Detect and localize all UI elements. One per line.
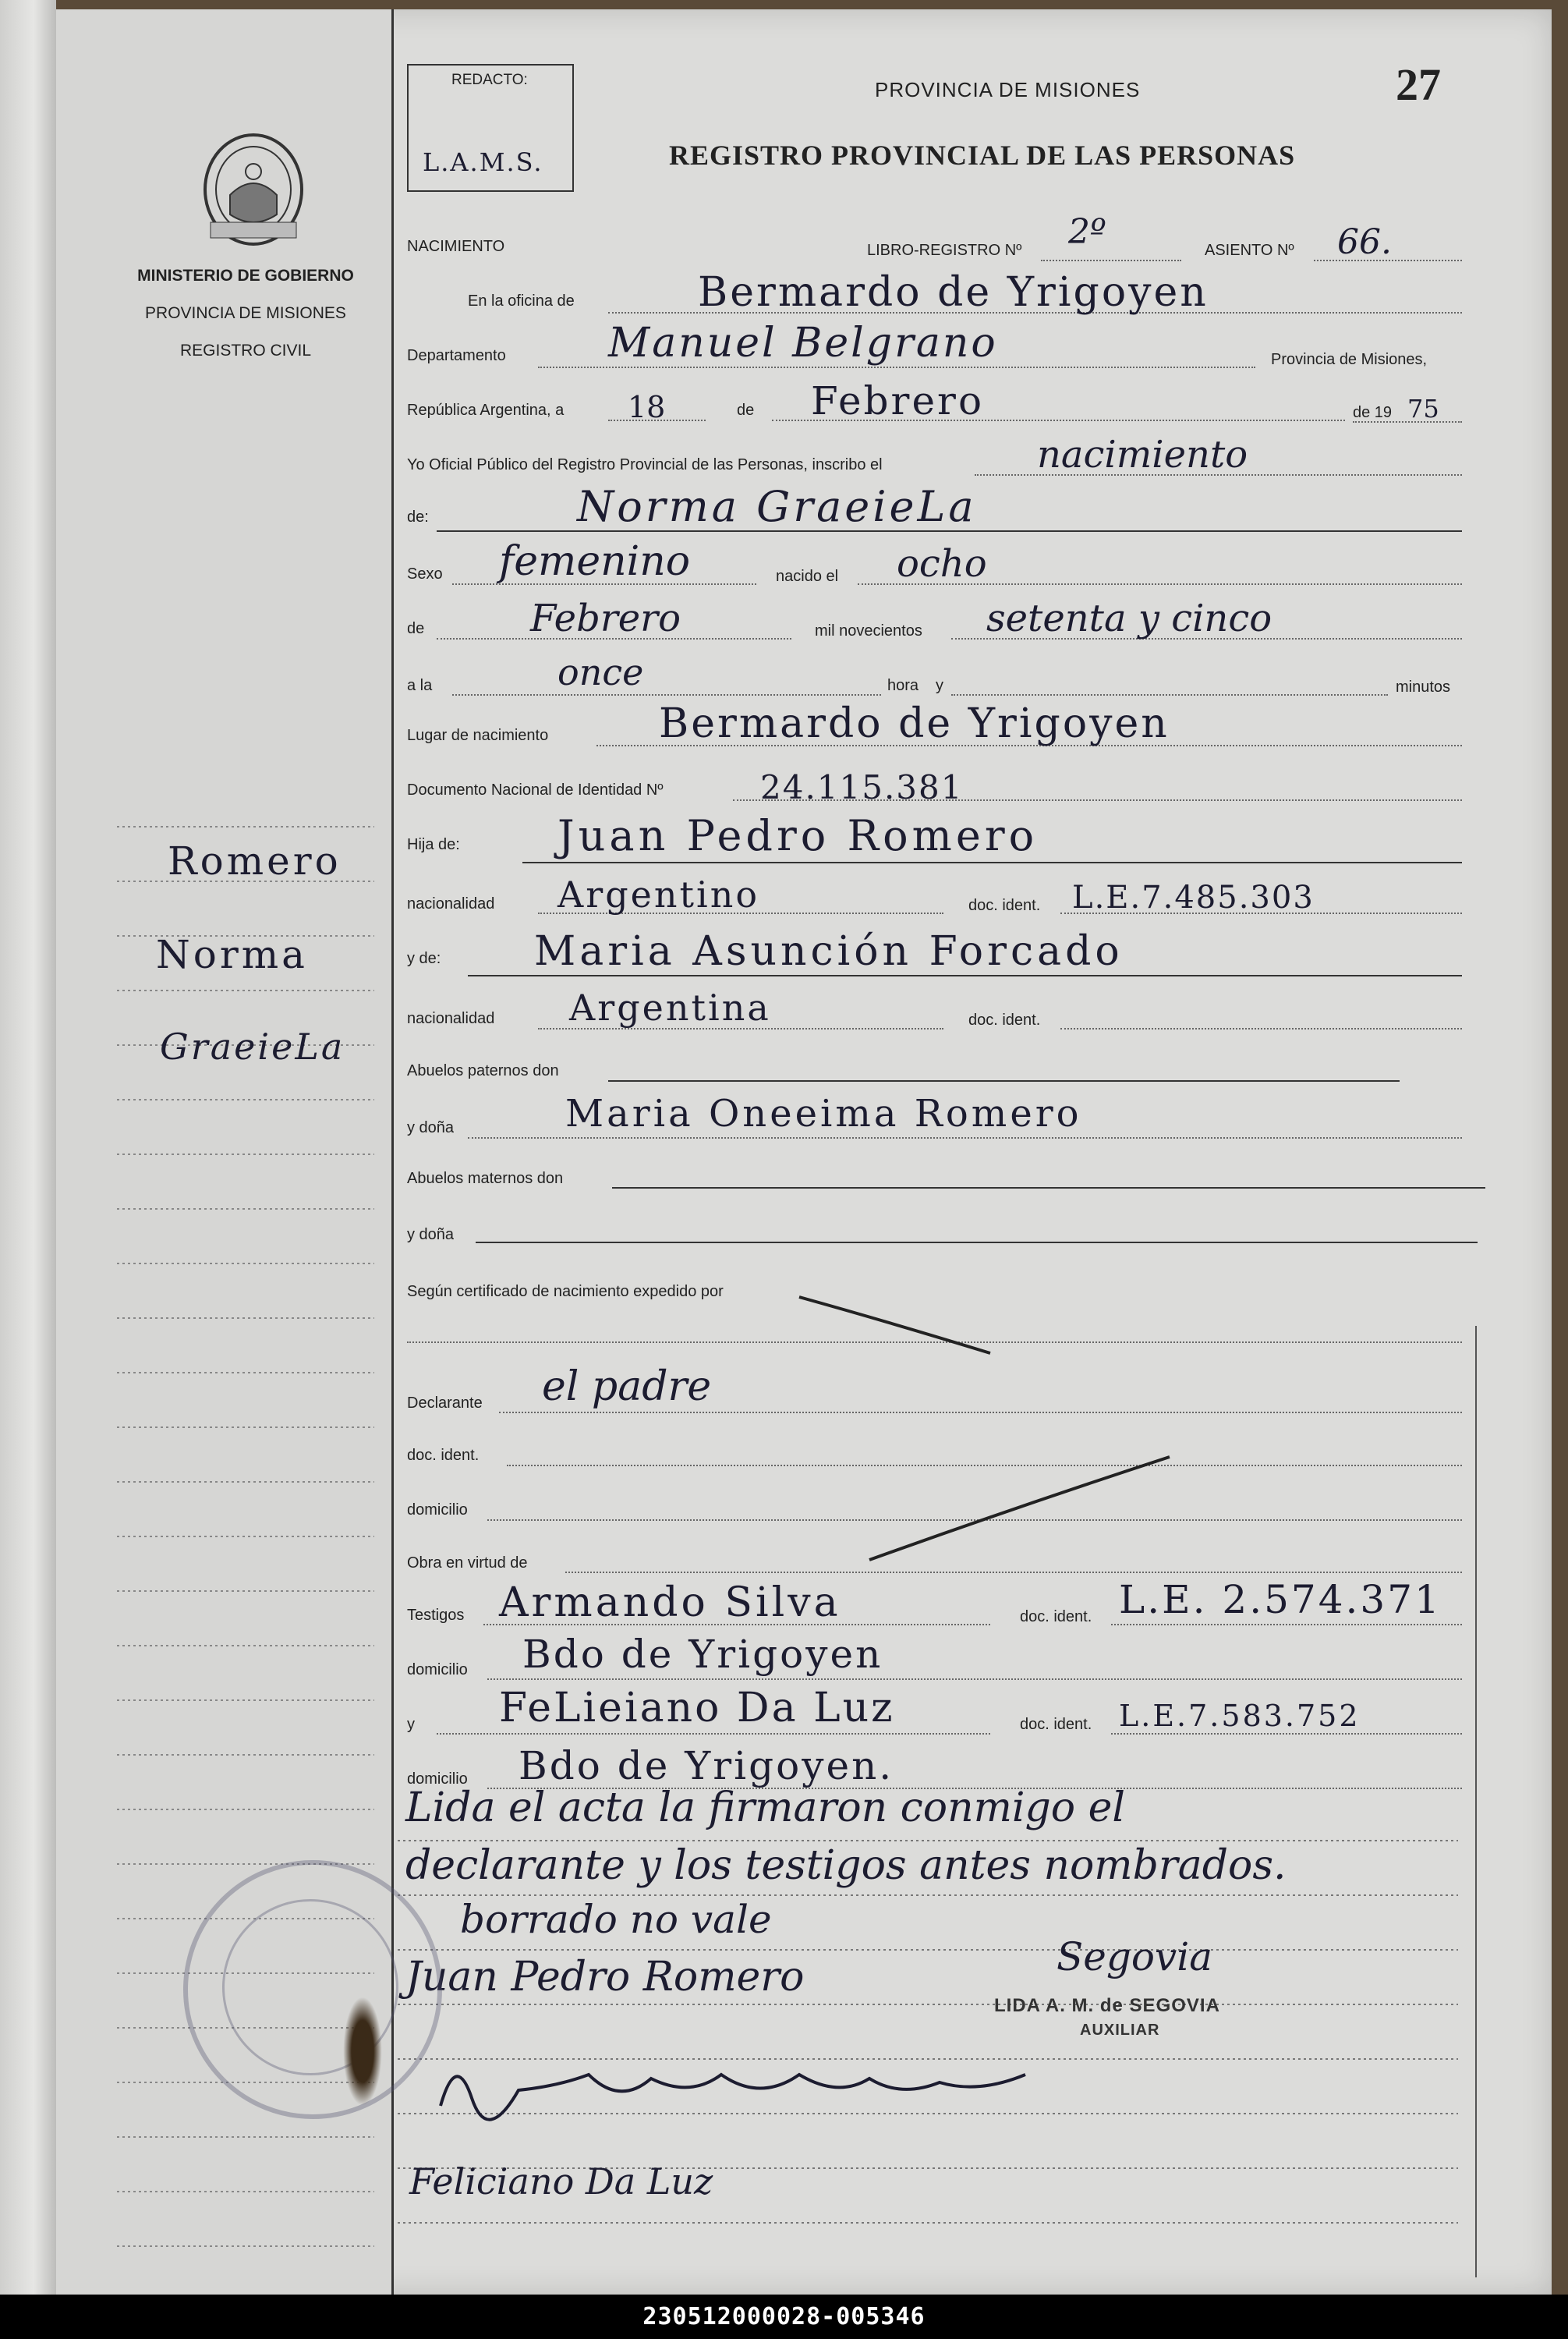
obra-label: Obra en virtud de (407, 1554, 528, 1572)
libro-line (1041, 260, 1181, 261)
departamento-value: Manuel Belgrano (608, 320, 998, 367)
dom2-value: Bdo de Yrigoyen. (519, 1743, 894, 1788)
asiento-value: 66. (1337, 222, 1392, 262)
cancel-stroke-2 (865, 1451, 1177, 1568)
nacionalidad-madre-label: nacionalidad (407, 1010, 495, 1027)
official-name-stamp: LIDA A. M. de SEGOVIA (994, 1995, 1220, 2016)
y-t2-label: y (407, 1716, 415, 1733)
signature-official: Segovia (1057, 1934, 1212, 1979)
nombre-value: Norma GraeieLa (577, 482, 977, 531)
dni-label: Documento Nacional de Identidad Nº (407, 781, 664, 799)
doc-ident-declarante-label: doc. ident. (407, 1447, 480, 1464)
nac-padre-value: Argentino (557, 874, 760, 916)
de-label: de (737, 402, 755, 419)
anio-label: de 19 (1353, 404, 1393, 421)
book-spine (0, 0, 56, 2339)
province-heading: PROVINCIA DE MISIONES (875, 78, 1141, 101)
departamento-label: Departamento (407, 347, 506, 364)
ministry-line1: MINISTERIO DE GOBIERNO (137, 267, 354, 285)
domicilio-declarante-label: domicilio (407, 1501, 468, 1519)
padre-line (522, 862, 1462, 863)
domicilio-t1-label: domicilio (407, 1661, 468, 1678)
closing-line3: borrado no vale (460, 1897, 772, 1942)
declarante-value: el padre (542, 1363, 712, 1410)
departamento-line (538, 367, 1255, 368)
libro-value: 2º (1068, 212, 1106, 252)
yde-label: y de: (407, 950, 441, 967)
lugar-value: Bermardo de Yrigoyen (659, 700, 1170, 747)
asiento-label: ASIENTO Nº (1205, 242, 1294, 259)
testigo1-value: Armando Silva (499, 1579, 841, 1626)
de2-label: de (407, 620, 425, 637)
abuela-mat-line (476, 1242, 1478, 1243)
declarante-label: Declarante (407, 1395, 483, 1412)
closing-line1: Lida el acta la firmaron conmigo el (405, 1784, 1126, 1831)
official-role-stamp: AUXILIAR (1080, 2022, 1160, 2039)
abuela-pat-value: Maria Oneeima Romero (565, 1092, 1082, 1136)
mes-value: Febrero (811, 378, 985, 424)
madre-value: Maria Asunción Forcado (534, 928, 1124, 975)
document-id-footer: 230512000028-005346 (0, 2295, 1568, 2339)
ala-label: a la (407, 677, 433, 694)
nacido-label: nacido el (776, 568, 839, 585)
madre-line (468, 975, 1462, 976)
anio-line (1353, 421, 1462, 423)
ydona-pat-label: y doña (407, 1119, 455, 1136)
redacto-value: L.A.M.S. (423, 147, 543, 177)
closing-line2: declarante y los testigos antes nombrados. (405, 1842, 1287, 1889)
republica-label: República Argentina, a (407, 402, 565, 419)
mil-value: setenta y cinco (986, 597, 1272, 640)
doc-padre-value: L.E.7.485.303 (1072, 880, 1315, 916)
coat-of-arms-seal (195, 129, 312, 253)
anio-value: 75 (1407, 394, 1439, 424)
margin-first-name: Norma (156, 932, 308, 977)
doc-madre-line (1060, 1028, 1462, 1030)
obra-line (565, 1572, 1462, 1573)
abuelos-pat-label: Abuelos paternos don (407, 1062, 559, 1079)
doc-ident-t2-label: doc. ident. (1020, 1716, 1092, 1733)
margin-surname: Romero (168, 838, 342, 884)
abuelos-mat-label: Abuelos maternos don (407, 1170, 564, 1187)
lugar-label: Lugar de nacimiento (407, 727, 549, 744)
domicilio-t2-label: domicilio (407, 1770, 468, 1788)
doc-t1-line (1111, 1624, 1462, 1625)
signature-father: Juan Pedro Romero (405, 1954, 805, 2001)
nacimiento-label: NACIMIENTO (407, 238, 505, 255)
hija-label: Hija de: (407, 836, 460, 853)
signature-witness2: Feliciano Da Luz (409, 2160, 713, 2203)
abuela-pat-line (468, 1137, 1462, 1139)
ministry-line2: PROVINCIA DE MISIONES (145, 304, 346, 322)
doc-t2-line (1111, 1733, 1462, 1735)
nacido-value: ocho (897, 542, 987, 586)
nac-madre-value: Argentina (569, 987, 771, 1029)
ydona-mat-label: y doña (407, 1226, 455, 1243)
testigo1-doc: L.E. 2.574.371 (1119, 1577, 1442, 1622)
ministry-line3: REGISTRO CIVIL (179, 342, 312, 360)
nacionalidad-label: nacionalidad (407, 895, 495, 913)
redacto-box (407, 64, 574, 192)
doc-ident-padre-label: doc. ident. (968, 897, 1041, 914)
minutos-label: minutos (1396, 679, 1451, 696)
page-number: 27 (1396, 59, 1441, 110)
dia-value: 18 (628, 390, 666, 424)
hora-value: once (557, 651, 644, 693)
cancel-stroke-1 (795, 1291, 998, 1361)
ink-stain (343, 1997, 382, 2106)
registry-title: REGISTRO PROVINCIAL DE LAS PERSONAS (669, 140, 1296, 171)
sexo-value: femenino (499, 538, 691, 585)
abuelo-mat-line (612, 1187, 1485, 1189)
form-right-border (1475, 1326, 1477, 2277)
redacto-label: REDACTO: (451, 72, 528, 88)
abuelo-pat-line (608, 1080, 1400, 1082)
minutos-line (951, 694, 1388, 696)
margin-second-name: GraeieLa (160, 1026, 345, 1068)
mil-label: mil novecientos (815, 622, 922, 640)
de-nombre-label: de: (407, 509, 429, 526)
declarante-line (499, 1412, 1462, 1413)
mes2-value: Febrero (530, 597, 681, 640)
signature-witness1-scribble (433, 2043, 1057, 2129)
oficina-label: En la oficina de (468, 292, 575, 310)
provincia-label: Provincia de Misiones, (1271, 351, 1428, 368)
sexo-label: Sexo (407, 565, 443, 583)
testigos-label: Testigos (407, 1607, 465, 1624)
oficina-value: Bermardo de Yrigoyen (698, 269, 1209, 316)
segun-label: Según certificado de nacimiento expedido por (407, 1283, 724, 1300)
yo-oficial-label: Yo Oficial Público del Registro Provincial de las Personas, inscribo el (407, 456, 883, 473)
testigo2-line (437, 1733, 990, 1735)
libro-label: LIBRO-REGISTRO Nº (867, 242, 1022, 259)
dni-value: 24.115.381 (760, 768, 964, 806)
doc-ident-madre-label: doc. ident. (968, 1012, 1041, 1029)
dom1-value: Bdo de Yrigoyen (522, 1632, 883, 1677)
doc-ident-t1-label: doc. ident. (1020, 1608, 1092, 1625)
testigo2-value: FeLieiano Da Luz (499, 1685, 895, 1731)
padre-value: Juan Pedro Romero (557, 811, 1039, 860)
domicilio-t1-line (487, 1678, 1462, 1680)
yo-oficial-value: nacimiento (1037, 433, 1248, 477)
y-label: y (936, 677, 943, 694)
testigo2-doc: L.E.7.583.752 (1119, 1699, 1361, 1733)
hora-label: hora (887, 677, 919, 694)
hora-line (452, 694, 881, 696)
